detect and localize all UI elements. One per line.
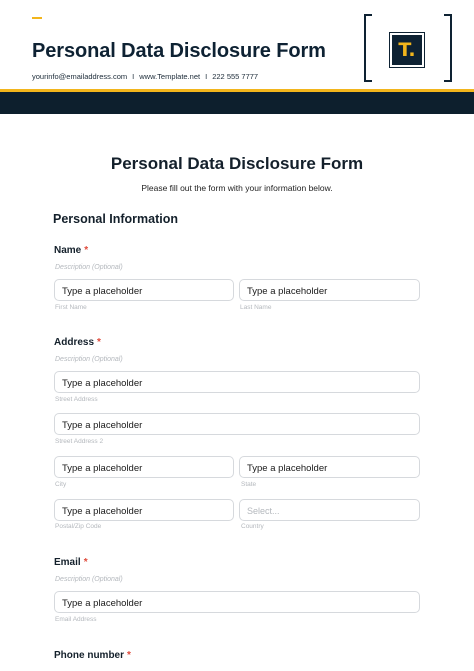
country-select[interactable]: Select... bbox=[239, 499, 420, 521]
logo-mark bbox=[390, 33, 424, 67]
accent-bar bbox=[32, 17, 42, 19]
required-marker: * bbox=[127, 650, 131, 661]
required-marker: * bbox=[83, 557, 88, 568]
email-label bbox=[54, 557, 88, 568]
name-description: Description (Optional) bbox=[55, 264, 123, 271]
phone-label bbox=[54, 650, 131, 661]
zip-code-input[interactable]: Type a placeholder bbox=[54, 499, 234, 521]
last-name-sublabel: Last Name bbox=[240, 304, 272, 311]
street-address-2-sublabel: Street Address 2 bbox=[55, 438, 104, 445]
address-label bbox=[54, 337, 101, 348]
first-name-input[interactable]: Type a placeholder bbox=[54, 279, 234, 301]
document-header bbox=[0, 0, 474, 92]
contact-website: www.Template.net bbox=[139, 72, 201, 81]
contact-separator: I bbox=[132, 72, 135, 81]
header-band bbox=[0, 92, 474, 114]
required-marker: * bbox=[97, 337, 101, 348]
state-input[interactable]: Type a placeholder bbox=[239, 456, 420, 478]
logo-letter: T. bbox=[398, 39, 416, 61]
email-sublabel: Email Address bbox=[55, 616, 97, 623]
contact-email: yourinfo@emailaddress.com bbox=[32, 72, 128, 81]
name-label bbox=[54, 245, 88, 256]
address-label-text: Address bbox=[54, 337, 95, 348]
name-label-text: Name bbox=[54, 245, 82, 256]
email-label-text: Email bbox=[54, 557, 81, 568]
section-title: Personal Information bbox=[53, 212, 179, 226]
zip-code-sublabel: Postal/Zip Code bbox=[55, 523, 102, 530]
state-sublabel: State bbox=[241, 481, 257, 488]
required-marker: * bbox=[84, 245, 89, 256]
header-title: Personal Data Disclosure Form bbox=[32, 40, 326, 62]
contact-separator: I bbox=[205, 72, 208, 81]
form-title: Personal Data Disclosure Form bbox=[110, 154, 364, 173]
email-description: Description (Optional) bbox=[55, 576, 123, 583]
logo-bracket-right bbox=[444, 14, 452, 82]
street-address-2-input[interactable]: Type a placeholder bbox=[54, 413, 420, 435]
header-contact bbox=[32, 72, 258, 81]
phone-label-text: Phone number bbox=[54, 650, 125, 661]
last-name-input[interactable]: Type a placeholder bbox=[239, 279, 420, 301]
form-subtitle: Please fill out the form with your information below. bbox=[141, 183, 333, 193]
contact-phone: 222 555 7777 bbox=[212, 72, 259, 81]
country-sublabel: Country bbox=[241, 523, 264, 530]
city-input[interactable]: Type a placeholder bbox=[54, 456, 234, 478]
street-address-sublabel: Street Address bbox=[55, 396, 98, 403]
logo-bracket-left bbox=[364, 14, 372, 82]
street-address-input[interactable]: Type a placeholder bbox=[54, 371, 420, 393]
first-name-sublabel: First Name bbox=[55, 304, 87, 311]
email-input[interactable]: Type a placeholder bbox=[54, 591, 420, 613]
logo bbox=[364, 14, 452, 84]
city-sublabel: City bbox=[55, 481, 67, 488]
address-description: Description (Optional) bbox=[55, 356, 123, 363]
